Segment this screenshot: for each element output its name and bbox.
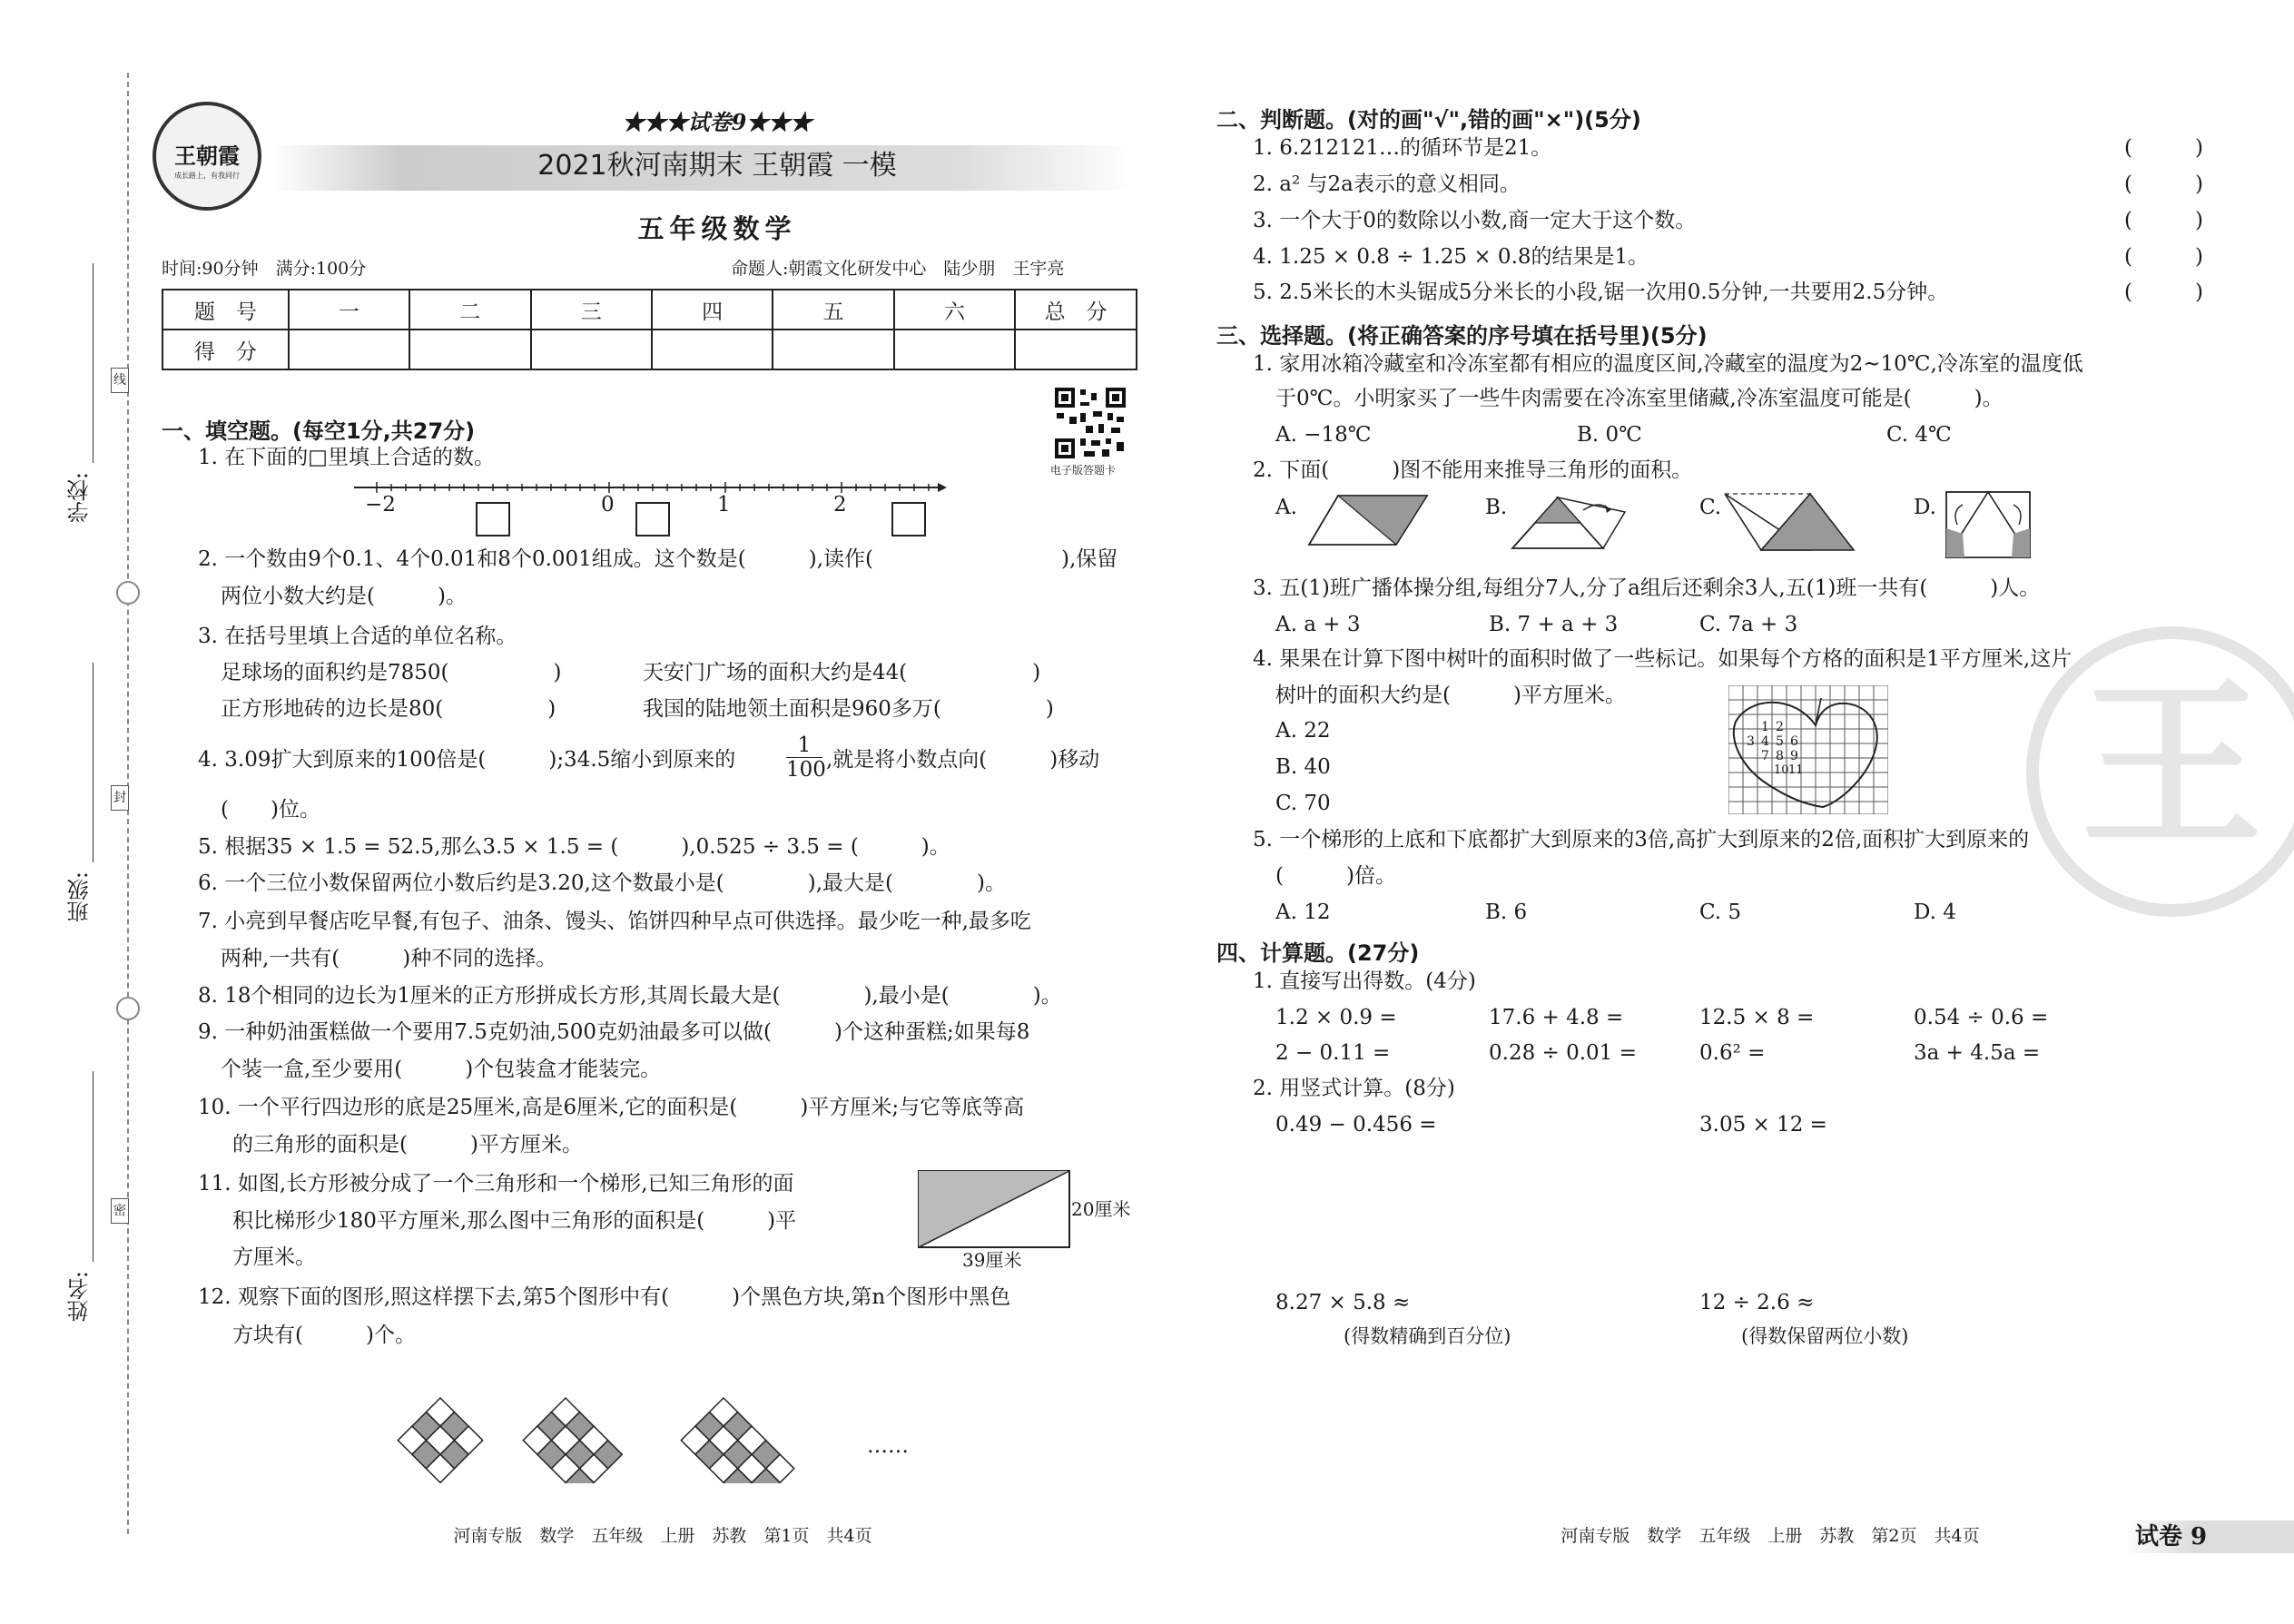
score-cell[interactable]: [894, 330, 1015, 369]
logo-text: 王朝霞: [174, 143, 240, 169]
q6-text: 6. 一个三位小数保留两位小数后约是3.20,这个数最小是( ),最大是( )。: [198, 871, 1006, 895]
exam-title: 2021秋河南期末 王朝霞 一模: [537, 150, 897, 182]
vertical-calc-note: (得数精确到百分位): [1344, 1325, 1511, 1347]
score-cell[interactable]: [773, 330, 893, 369]
score-cell[interactable]: [1015, 330, 1137, 369]
choice-option[interactable]: C. 4℃: [1886, 423, 1952, 447]
q5-text: 5. 根据35 × 1.5 = 52.5,那么3.5 × 1.5 = ( ),0.525 ÷ 3.5 = ( )。: [198, 835, 950, 859]
vertical-calc: 3.05 × 12 =: [1699, 1113, 1827, 1137]
choice-option[interactable]: A. 12: [1275, 901, 1331, 924]
choice-option[interactable]: B. 40: [1275, 755, 1331, 779]
choice-option[interactable]: D. 4: [1914, 901, 1956, 924]
judge-item: 2. a² 与2a表示的意义相同。: [1253, 172, 1521, 196]
calc-section-1: 1. 直接写出得数。(4分): [1253, 969, 1476, 993]
numline-label: 2: [833, 493, 847, 517]
q11-width-label: 39厘米: [962, 1249, 1022, 1271]
calc-item: 3a + 4.5a =: [1914, 1041, 2041, 1065]
class-field[interactable]: [93, 663, 94, 862]
option-a-parallelogram: [1307, 492, 1431, 548]
leaf-num: 8: [1776, 749, 1784, 763]
judge-answer[interactable]: ( ): [2124, 245, 2203, 269]
q12-pattern-3: [672, 1396, 817, 1483]
q9-text: 个装一盒,至少要用( )个包装盒才能装完。: [221, 1058, 662, 1081]
leaf-num: 2: [1776, 720, 1784, 734]
option-b-triangles: [1509, 490, 1629, 552]
q3-item: 天安门广场的面积大约是44( ): [643, 661, 1041, 684]
q11-height-label: 20厘米: [1071, 1198, 1131, 1220]
choice-q2: 2. 下面( )图不能用来推导三角形的面积。: [1253, 458, 1693, 482]
school-label: 学校:: [67, 472, 93, 524]
leaf-num: 4: [1761, 734, 1769, 749]
name-label: 姓名:: [67, 1271, 93, 1323]
class-label: 班级:: [67, 871, 93, 923]
name-field[interactable]: [93, 1071, 94, 1262]
choice-q5: ( )倍。: [1275, 864, 1396, 888]
q11-text: 积比梯形少180平方厘米,那么图中三角形的面积是( )平: [232, 1209, 797, 1233]
vertical-calc: 8.27 × 5.8 ≈: [1275, 1291, 1411, 1314]
seal-seal-mark: 封: [111, 785, 129, 811]
choice-option[interactable]: B. 6: [1485, 901, 1528, 924]
q9-text: 9. 一种奶油蛋糕做一个要用7.5克奶油,500克奶油最多可以做( )个这种蛋糕;如果每8: [198, 1020, 1030, 1044]
q7-text: 7. 小亮到早餐店吃早餐,有包子、油条、馒头、馅饼四种早点可供选择。最少吃一种,最多吃: [198, 910, 1031, 933]
binding-hole-icon: [116, 581, 140, 605]
choice-q1: 于0℃。小明家买了一些牛肉需要在冷冻室里储藏,冷冻室温度可能是( )。: [1275, 387, 2004, 410]
q3-item: 我国的陆地领土面积是960多万( ): [643, 697, 1054, 721]
choice-option[interactable]: D.: [1914, 496, 1936, 519]
q4-text: ( )位。: [221, 798, 320, 822]
q12-ellipsis: ……: [867, 1434, 909, 1458]
vertical-calc: 0.49 − 0.456 =: [1275, 1113, 1437, 1137]
option-d-triangle-rect: [1939, 488, 2039, 561]
seal-line-mark: 线: [111, 368, 129, 393]
seal-secret-mark: 密: [111, 1198, 129, 1224]
judge-answer[interactable]: ( ): [2124, 209, 2203, 232]
leaf-num: 7: [1761, 749, 1769, 763]
part2-heading: 二、判断题。(对的画"√",错的画"×")(5分): [1216, 107, 1641, 133]
choice-option[interactable]: A. a + 3: [1275, 613, 1361, 636]
score-header-row: 题 号 一 二 三 四 五 六 总 分: [162, 290, 1137, 330]
calc-item: 12.5 × 8 =: [1699, 1006, 1815, 1029]
numline-answer-box[interactable]: [891, 502, 926, 536]
number-line: [350, 478, 949, 497]
footer-left: 河南专版 数学 五年级 上册 苏教 第1页 共4页: [453, 1526, 872, 1546]
q12-text: 方块有( )个。: [232, 1324, 416, 1347]
choice-option[interactable]: C. 70: [1275, 792, 1331, 815]
q12-pattern-1: [389, 1396, 492, 1483]
watermark-seal: 王: [2026, 626, 2294, 917]
judge-answer[interactable]: ( ): [2124, 281, 2203, 304]
q4-text: ,就是将小数点向( )移动: [826, 748, 1100, 772]
judge-item: 5. 2.5米长的木头锯成5分米长的小段,锯一次用0.5分钟,一共要用2.5分钟。: [1253, 281, 1949, 304]
q11-rectangle-figure: [917, 1169, 1071, 1249]
calc-item: 0.28 ÷ 0.01 =: [1489, 1041, 1637, 1065]
choice-q5: 5. 一个梯形的上底和下底都扩大到原来的3倍,高扩大到原来的2倍,面积扩大到原来的: [1253, 828, 2030, 851]
score-cell[interactable]: [531, 330, 652, 369]
school-field[interactable]: [93, 263, 94, 463]
calc-section-2: 2. 用竖式计算。(8分): [1253, 1077, 1455, 1100]
leaf-num: 6: [1790, 734, 1798, 749]
q3-item: 足球场的面积约是7850( ): [221, 661, 562, 684]
authors: 命题人:朝霞文化研发中心 陆少朋 王宇亮: [731, 259, 1065, 279]
q12-pattern-2: [514, 1396, 632, 1483]
numline-label: 1: [717, 493, 731, 517]
choice-option[interactable]: C.: [1699, 496, 1722, 519]
judge-item: 1. 6.212121…的循环节是21。: [1253, 136, 1552, 160]
calc-item: 0.54 ÷ 0.6 =: [1914, 1006, 2049, 1029]
choice-q1: 1. 家用冰箱冷藏室和冷冻室都有相应的温度区间,冷藏室的温度为2~10℃,冷冻室的温度低: [1253, 352, 2083, 376]
logo-badge: [153, 102, 261, 211]
score-table: [162, 289, 1137, 370]
q12-text: 12. 观察下面的图形,照这样摆下去,第5个图形中有( )个黑色方块,第n个图形中黑色: [198, 1285, 1011, 1309]
choice-option[interactable]: A.: [1275, 496, 1297, 519]
time-info: 时间:90分钟 满分:100分: [162, 259, 367, 279]
footer-tag: 试卷 9: [2135, 1523, 2208, 1550]
choice-q4: 树叶的面积大约是( )平方厘米。: [1275, 684, 1626, 707]
numline-answer-box[interactable]: [635, 502, 670, 536]
choice-option[interactable]: B.: [1485, 496, 1508, 519]
q10-text: 的三角形的面积是( )平方厘米。: [232, 1133, 583, 1156]
leaf-num: 5: [1776, 734, 1784, 749]
choice-option[interactable]: A. −18℃: [1275, 423, 1372, 447]
calc-item: 2 − 0.11 =: [1275, 1041, 1391, 1065]
judge-answer[interactable]: ( ): [2124, 172, 2203, 196]
numline-label: −2: [365, 493, 396, 517]
vertical-calc-note: (得数保留两位小数): [1741, 1325, 1909, 1347]
calc-item: 17.6 + 4.8 =: [1489, 1006, 1624, 1029]
calc-item: 0.6² =: [1699, 1041, 1766, 1065]
judge-item: 4. 1.25 × 0.8 ÷ 1.25 × 0.8的结果是1。: [1253, 245, 1649, 269]
q11-text: 11. 如图,长方形被分成了一个三角形和一个梯形,已知三角形的面: [198, 1172, 794, 1196]
numline-answer-box[interactable]: [476, 502, 510, 536]
q2-text: 2. 一个数由9个0.1、4个0.01和8个0.001组成。这个数是( ),读作( ),保留: [198, 547, 1118, 571]
q3-item: 正方形地砖的边长是80( ): [221, 697, 556, 721]
footer-right: 河南专版 数学 五年级 上册 苏教 第2页 共4页: [1561, 1526, 1980, 1546]
leaf-num: 9: [1790, 749, 1798, 763]
leaf-grid-figure: [1728, 685, 1888, 814]
judge-item: 3. 一个大于0的数除以小数,商一定大于这个数。: [1253, 209, 1697, 232]
choice-option[interactable]: B. 7 + a + 3: [1489, 613, 1619, 636]
choice-option[interactable]: B. 0℃: [1577, 423, 1642, 447]
choice-option[interactable]: C. 7a + 3: [1699, 613, 1798, 636]
score-cell[interactable]: [289, 330, 409, 369]
qr-code-icon[interactable]: [1053, 386, 1127, 460]
numline-label: 0: [601, 493, 615, 517]
leaf-num: 3: [1747, 734, 1755, 749]
choice-option[interactable]: C. 5: [1699, 901, 1742, 924]
q3-text: 3. 在括号里填上合适的单位名称。: [198, 625, 517, 648]
option-c-triangles: [1721, 490, 1857, 554]
part3-heading: 三、选择题。(将正确答案的序号填在括号里)(5分): [1216, 323, 1708, 349]
choice-q4: 4. 果果在计算下图中树叶的面积时做了一些标记。如果每个方格的面积是1平方厘米,这片: [1253, 647, 2072, 671]
q1-text: 1. 在下面的□里填上合适的数。: [198, 446, 495, 469]
q4-text: 4. 3.09扩大到原来的100倍是( );34.5缩小到原来的: [198, 748, 736, 772]
part1-heading: 一、填空题。(每空1分,共27分): [162, 418, 476, 444]
q7-text: 两种,一共有( )种不同的选择。: [221, 947, 557, 970]
subject-title: 五年级数学: [637, 213, 797, 244]
judge-answer[interactable]: ( ): [2124, 136, 2203, 160]
leaf-num: 1: [1761, 720, 1769, 734]
qr-caption: 电子版答题卡: [1050, 464, 1117, 477]
vertical-calc: 12 ÷ 2.6 ≈: [1699, 1291, 1815, 1314]
series-title: ★★★试卷9★★★: [622, 109, 812, 135]
q4-fraction: $\frac{1}{100}$: [786, 733, 826, 782]
choice-option[interactable]: A. 22: [1275, 719, 1331, 743]
score-cell[interactable]: [409, 330, 530, 369]
score-cell[interactable]: [652, 330, 773, 369]
leaf-num: 10: [1774, 763, 1789, 777]
choice-q3: 3. 五(1)班广播体操分组,每组分7人,分了a组后还剩余3人,五(1)班一共有( )人。: [1253, 576, 2041, 600]
calc-item: 1.2 × 0.9 =: [1275, 1006, 1397, 1029]
logo-slogan: 成长路上，有我同行: [174, 172, 240, 180]
q2-text: 两位小数大约是( )。: [221, 585, 467, 608]
q11-text: 方厘米。: [232, 1245, 316, 1269]
leaf-num: 11: [1788, 763, 1804, 777]
q10-text: 10. 一个平行四边形的底是25厘米,高是6厘米,它的面积是( )平方厘米;与它等底等高: [198, 1096, 1025, 1119]
part4-heading: 四、计算题。(27分): [1216, 940, 1420, 966]
q8-text: 8. 18个相同的边长为1厘米的正方形拼成长方形,其周长最大是( ),最小是( )。: [198, 984, 1062, 1008]
score-value-row: 得 分: [162, 330, 1137, 369]
binding-hole-icon: [116, 997, 140, 1020]
